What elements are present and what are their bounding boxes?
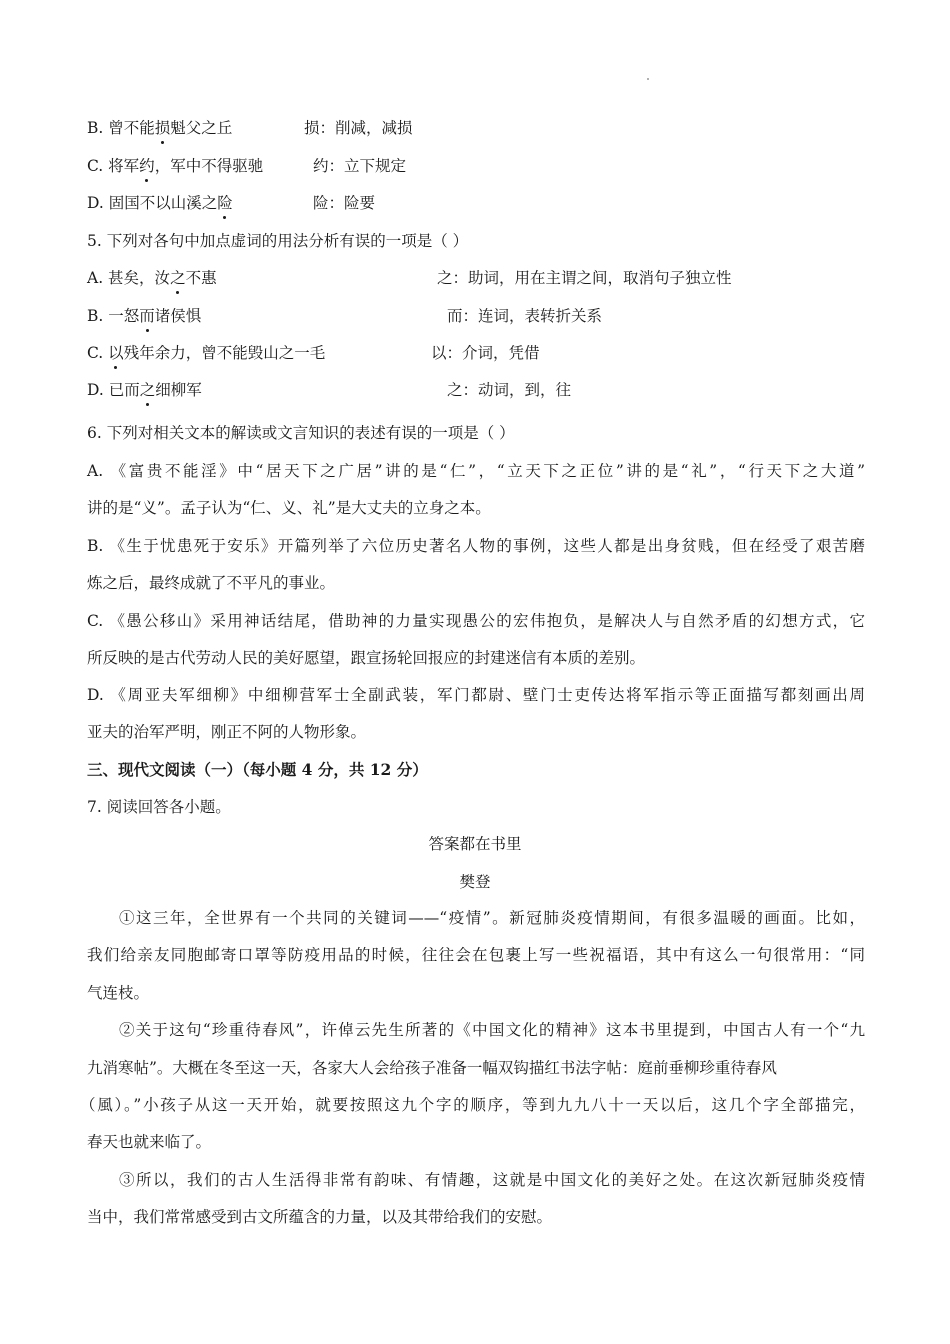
dotted-word: 之 [170, 269, 186, 287]
q6-option-c-line1: C. 《愚公移山》采用神话结尾，借助神的力量实现愚公的宏伟抱负，是解决人与自然矛盾的幻想方式，它 [87, 612, 865, 630]
q5-option-c [87, 342, 540, 364]
option-text: 细柳军 [155, 381, 202, 399]
paragraph-3-line1: ③所以，我们的古人生活得非常有韵味、有情趣，这就是中国文化的美好之处。在这次新冠肺炎疫情 [119, 1171, 865, 1189]
option-text: 残年余力，曾不能毁山之一毛 [123, 344, 326, 362]
q6-option-a-line2: 讲的是“义”。孟子认为“仁、义、礼”是大丈夫的立身之本。 [87, 499, 491, 517]
paragraph-2-line2: 九消寒帖”。大概在冬至这一天，各家大人会给孩子准备一幅双钩描红书法字帖：庭前垂柳珍重待春风 [87, 1059, 777, 1077]
dotted-word: 而 [139, 307, 155, 325]
q7-stem: 7. 阅读回答各小题。 [87, 798, 231, 816]
article-author: 樊登 [459, 873, 491, 891]
option-text: C. 将军 [87, 157, 140, 175]
section-heading: 三、现代文阅读（一）（每小题 4 分，共 12 分） [87, 760, 428, 779]
option-note: 之：动词，到，往 [447, 381, 572, 399]
article-title: 答案都在书里 [428, 835, 522, 853]
q6-option-c-line2: 所反映的是古代劳动人民的美好愿望，跟宣扬轮回报应的封建迷信有本质的差别。 [87, 649, 646, 667]
q5-option-a [87, 267, 732, 289]
dotted-word: 约 [139, 157, 155, 175]
option-note: 而：连词，表转折关系 [447, 307, 603, 325]
q5-stem: 5. 下列对各句中加点虚词的用法分析有误的一项是（ ） [87, 232, 469, 250]
option-note: 损：削减，减损 [304, 119, 413, 137]
dotted-word: 险 [217, 194, 233, 212]
q6-option-b-line2: 炼之后，最终成就了不平凡的事业。 [87, 574, 336, 592]
dotted-word: 以 [108, 344, 124, 362]
option-text: ，军中不得驱驰 [154, 157, 264, 175]
paragraph-1-line2: 我们给亲友同胞邮寄口罩等防疫用品的时候，往往会在包裹上写一些祝福语，其中有这么一句很常用：“同 [87, 946, 865, 964]
paragraph-1-line3: 气连枝。 [87, 984, 150, 1002]
paragraph-1-line1: ①这三年，全世界有一个共同的关键词——“疫情”。新冠肺炎疫情期间，有很多温暖的画面。比如， [119, 909, 865, 927]
option-note: 约：立下规定 [313, 157, 407, 175]
q4-option-c [87, 155, 407, 177]
option-text: 不惠 [185, 269, 217, 287]
q4-option-b [87, 117, 413, 139]
paragraph-2-line3: （風）。”小孩子从这一天开始，就要按照这九个字的顺序，等到九九八十一天以后，这几个字全部描完， [80, 1096, 865, 1114]
dotted-word: 之 [139, 381, 156, 399]
q5-option-d [87, 379, 572, 401]
paragraph-2-line4: 春天也就来临了。 [87, 1133, 212, 1151]
q6-option-d-line2: 亚夫的治军严明，刚正不阿的人物形象。 [87, 723, 367, 741]
option-text: D. 固国不以山溪之 [87, 194, 218, 212]
option-text: C. [87, 344, 109, 362]
option-note: 以：介词，凭借 [431, 344, 540, 362]
q6-option-b-line1: B. 《生于忧患死于安乐》开篇列举了六位历史著名人物的事例，这些人都是出身贫贱，但在经受了艰苦磨 [87, 537, 865, 555]
paragraph-3-line2: 当中，我们常常感受到古文所蕴含的力量，以及其带给我们的安慰。 [87, 1208, 553, 1226]
paragraph-2-line1: ②关于这句“珍重待春风”，许倬云先生所著的《中国文化的精神》这本书里提到，中国古人有一个“九 [119, 1021, 865, 1039]
option-text: D. 已而 [87, 381, 140, 399]
option-text: B. 曾不能 [87, 119, 155, 137]
q6-option-a-line1: A. 《富贵不能淫》中“居天下之广居”讲的是“仁”，“立天下之正位”讲的是“礼”，“行天下之大道” [87, 462, 865, 480]
option-note: 之：助词，用在主谓之间，取消句子独立性 [437, 269, 732, 287]
dotted-word: 损 [154, 119, 171, 137]
q6-stem: 6. 下列对相关文本的解读或文言知识的表述有误的一项是（ ） [87, 424, 515, 442]
q6-option-d-line1: D. 《周亚夫军细柳》中细柳营军士全副武装，军门都尉、壁门士吏传达将军指示等正面描写都刻画出周 [87, 686, 865, 704]
option-text: 诸侯惧 [154, 307, 202, 325]
q4-option-d [87, 192, 376, 214]
option-text: B. 一怒 [87, 307, 140, 325]
option-text: A. 甚矣，汝 [87, 269, 171, 287]
q5-option-b [87, 305, 603, 327]
option-text: 魁父之丘 [170, 119, 233, 137]
page-mark [647, 78, 649, 80]
option-note: 险：险要 [313, 194, 376, 212]
